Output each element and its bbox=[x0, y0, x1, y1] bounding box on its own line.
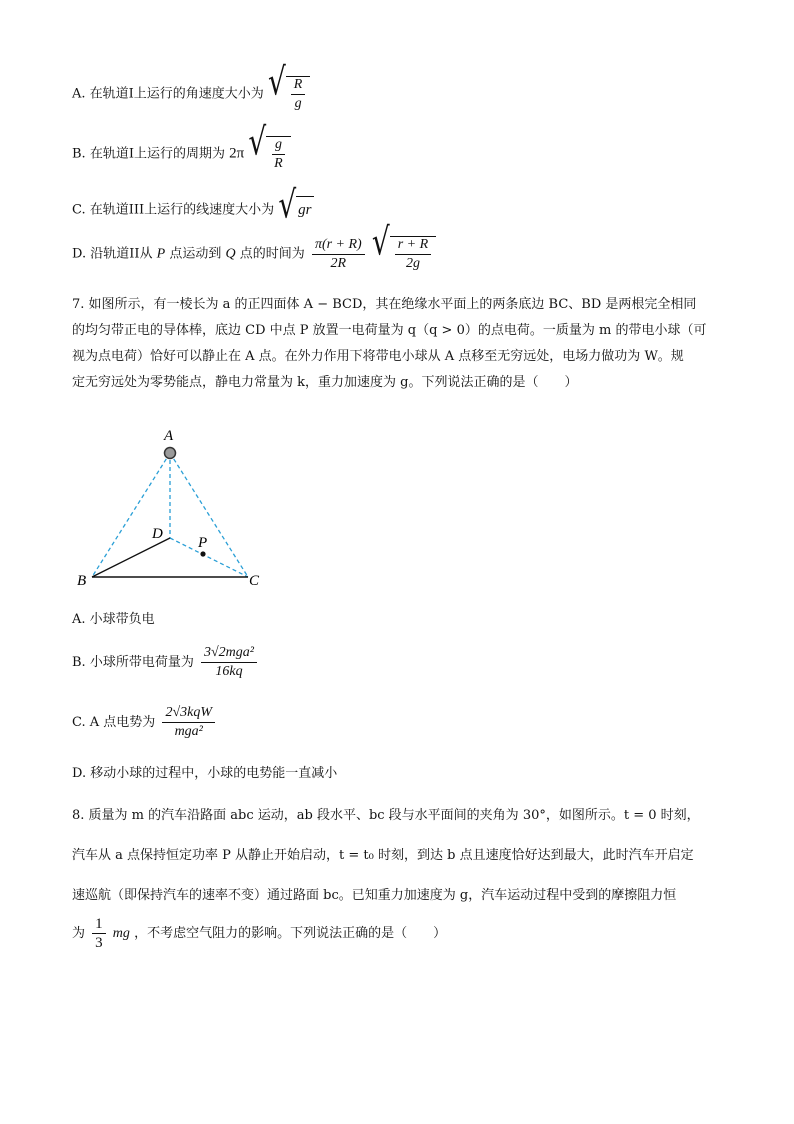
coefficient: 2π bbox=[229, 145, 245, 162]
edge-ac bbox=[170, 453, 248, 577]
option-label: A. bbox=[72, 86, 86, 102]
option-text: 在轨道III上运行的线速度大小为 bbox=[89, 202, 275, 218]
sqrt-expression: √ gr bbox=[278, 182, 312, 227]
option-text: 在轨道I上运行的角速度大小为 bbox=[89, 86, 264, 102]
fraction: $\frac{\pi(r + R)}{2R}$ bbox=[312, 237, 365, 272]
q7-option-b: B. 小球所带电荷量为 $\frac{\text{3√2mga²}}{16kq}$ bbox=[72, 645, 260, 680]
label-p: P bbox=[198, 535, 208, 551]
q8-stem: 8. 质量为 m 的汽车沿路面 abc 运动，ab 段水平、bc 段与水平面间的夹角为 30°，如图所示。t = 0 时刻， 汽车从 a 点保持恒定功率 P 从静止开始启动，t = t₀ 时刻，到达 b 点且速度恰好达到最大，此时汽车开启定 速巡航（即保持汽车的速率不变）通过路面 bc。已知重力加速度为 g，汽车运动过程中受到的摩擦阻力恒 为 $\frac{1}{3}$ mg ，不考虑空气阻力的影响。下列说法正确的是（ ） bbox=[72, 808, 700, 951]
label-a: A bbox=[164, 428, 174, 444]
q6-option-c bbox=[72, 182, 314, 227]
edge-dc bbox=[170, 538, 248, 577]
q7-option-c: C. A 点电势为 $\frac{\text{2√3kqW}}{\text{mga²}}$ bbox=[72, 705, 218, 740]
fraction: $\frac{\text{3√2mga²}}{16kq}$ bbox=[201, 645, 257, 680]
fraction: $\frac{\text{2√3kqW}}{\text{mga²}}$ bbox=[162, 705, 215, 740]
label-b: B bbox=[77, 573, 87, 589]
edge-ab bbox=[92, 453, 170, 577]
sqrt-expression: √ $\frac{g}{R}$ bbox=[248, 136, 290, 172]
q6-option-b bbox=[72, 119, 291, 172]
charged-ball-icon bbox=[165, 448, 176, 459]
sqrt-expression: √ $\frac{R}{g}$ bbox=[268, 76, 310, 112]
q7-option-a: A. 小球带负电 bbox=[72, 612, 155, 627]
q6-option-d: D. 沿轨道II从 P 点运动到 Q 点的时间为 $\frac{\pi(r + R)}{2R}$ √ $\frac{r + R}{2g}$ bbox=[72, 236, 436, 272]
option-label: B. bbox=[72, 146, 86, 162]
label-d: D bbox=[152, 526, 163, 542]
option-text: 在轨道I上运行的周期为 bbox=[89, 146, 225, 162]
edge-bd bbox=[92, 538, 170, 577]
fraction: $\frac{1}{3}$ bbox=[92, 916, 106, 951]
q6-option-a bbox=[72, 59, 310, 112]
option-label: C. bbox=[72, 202, 86, 218]
sqrt-expression: √ $\frac{r + R}{2g}$ bbox=[372, 236, 436, 272]
label-c: C bbox=[249, 573, 260, 589]
q7-stem: 7. 如图所示，有一棱长为 a 的正四面体 A − BCD，其在绝缘水平面上的两条底边 BC、BD 是两根完全相同 的均匀带正电的导体棒，底边 CD 中点 P 放置一电荷量为 q（q > 0）的点电荷。一质量为 m 的带电小球（可 视为点电荷）恰好可以静止在 A 点。在外力作用下将带电小球从 A 点移至无穷远处，电场力做功为 W。规 定无穷远处为零势能点，静电力常量为 k，重力加速度为 g。下列说法正确的是（ ） bbox=[72, 297, 707, 390]
tetrahedron-figure bbox=[72, 420, 282, 595]
option-label: D. bbox=[72, 246, 87, 262]
point-charge-p bbox=[200, 551, 205, 556]
q7-option-d: D. 移动小球的过程中，小球的电势能一直减小 bbox=[72, 766, 338, 781]
